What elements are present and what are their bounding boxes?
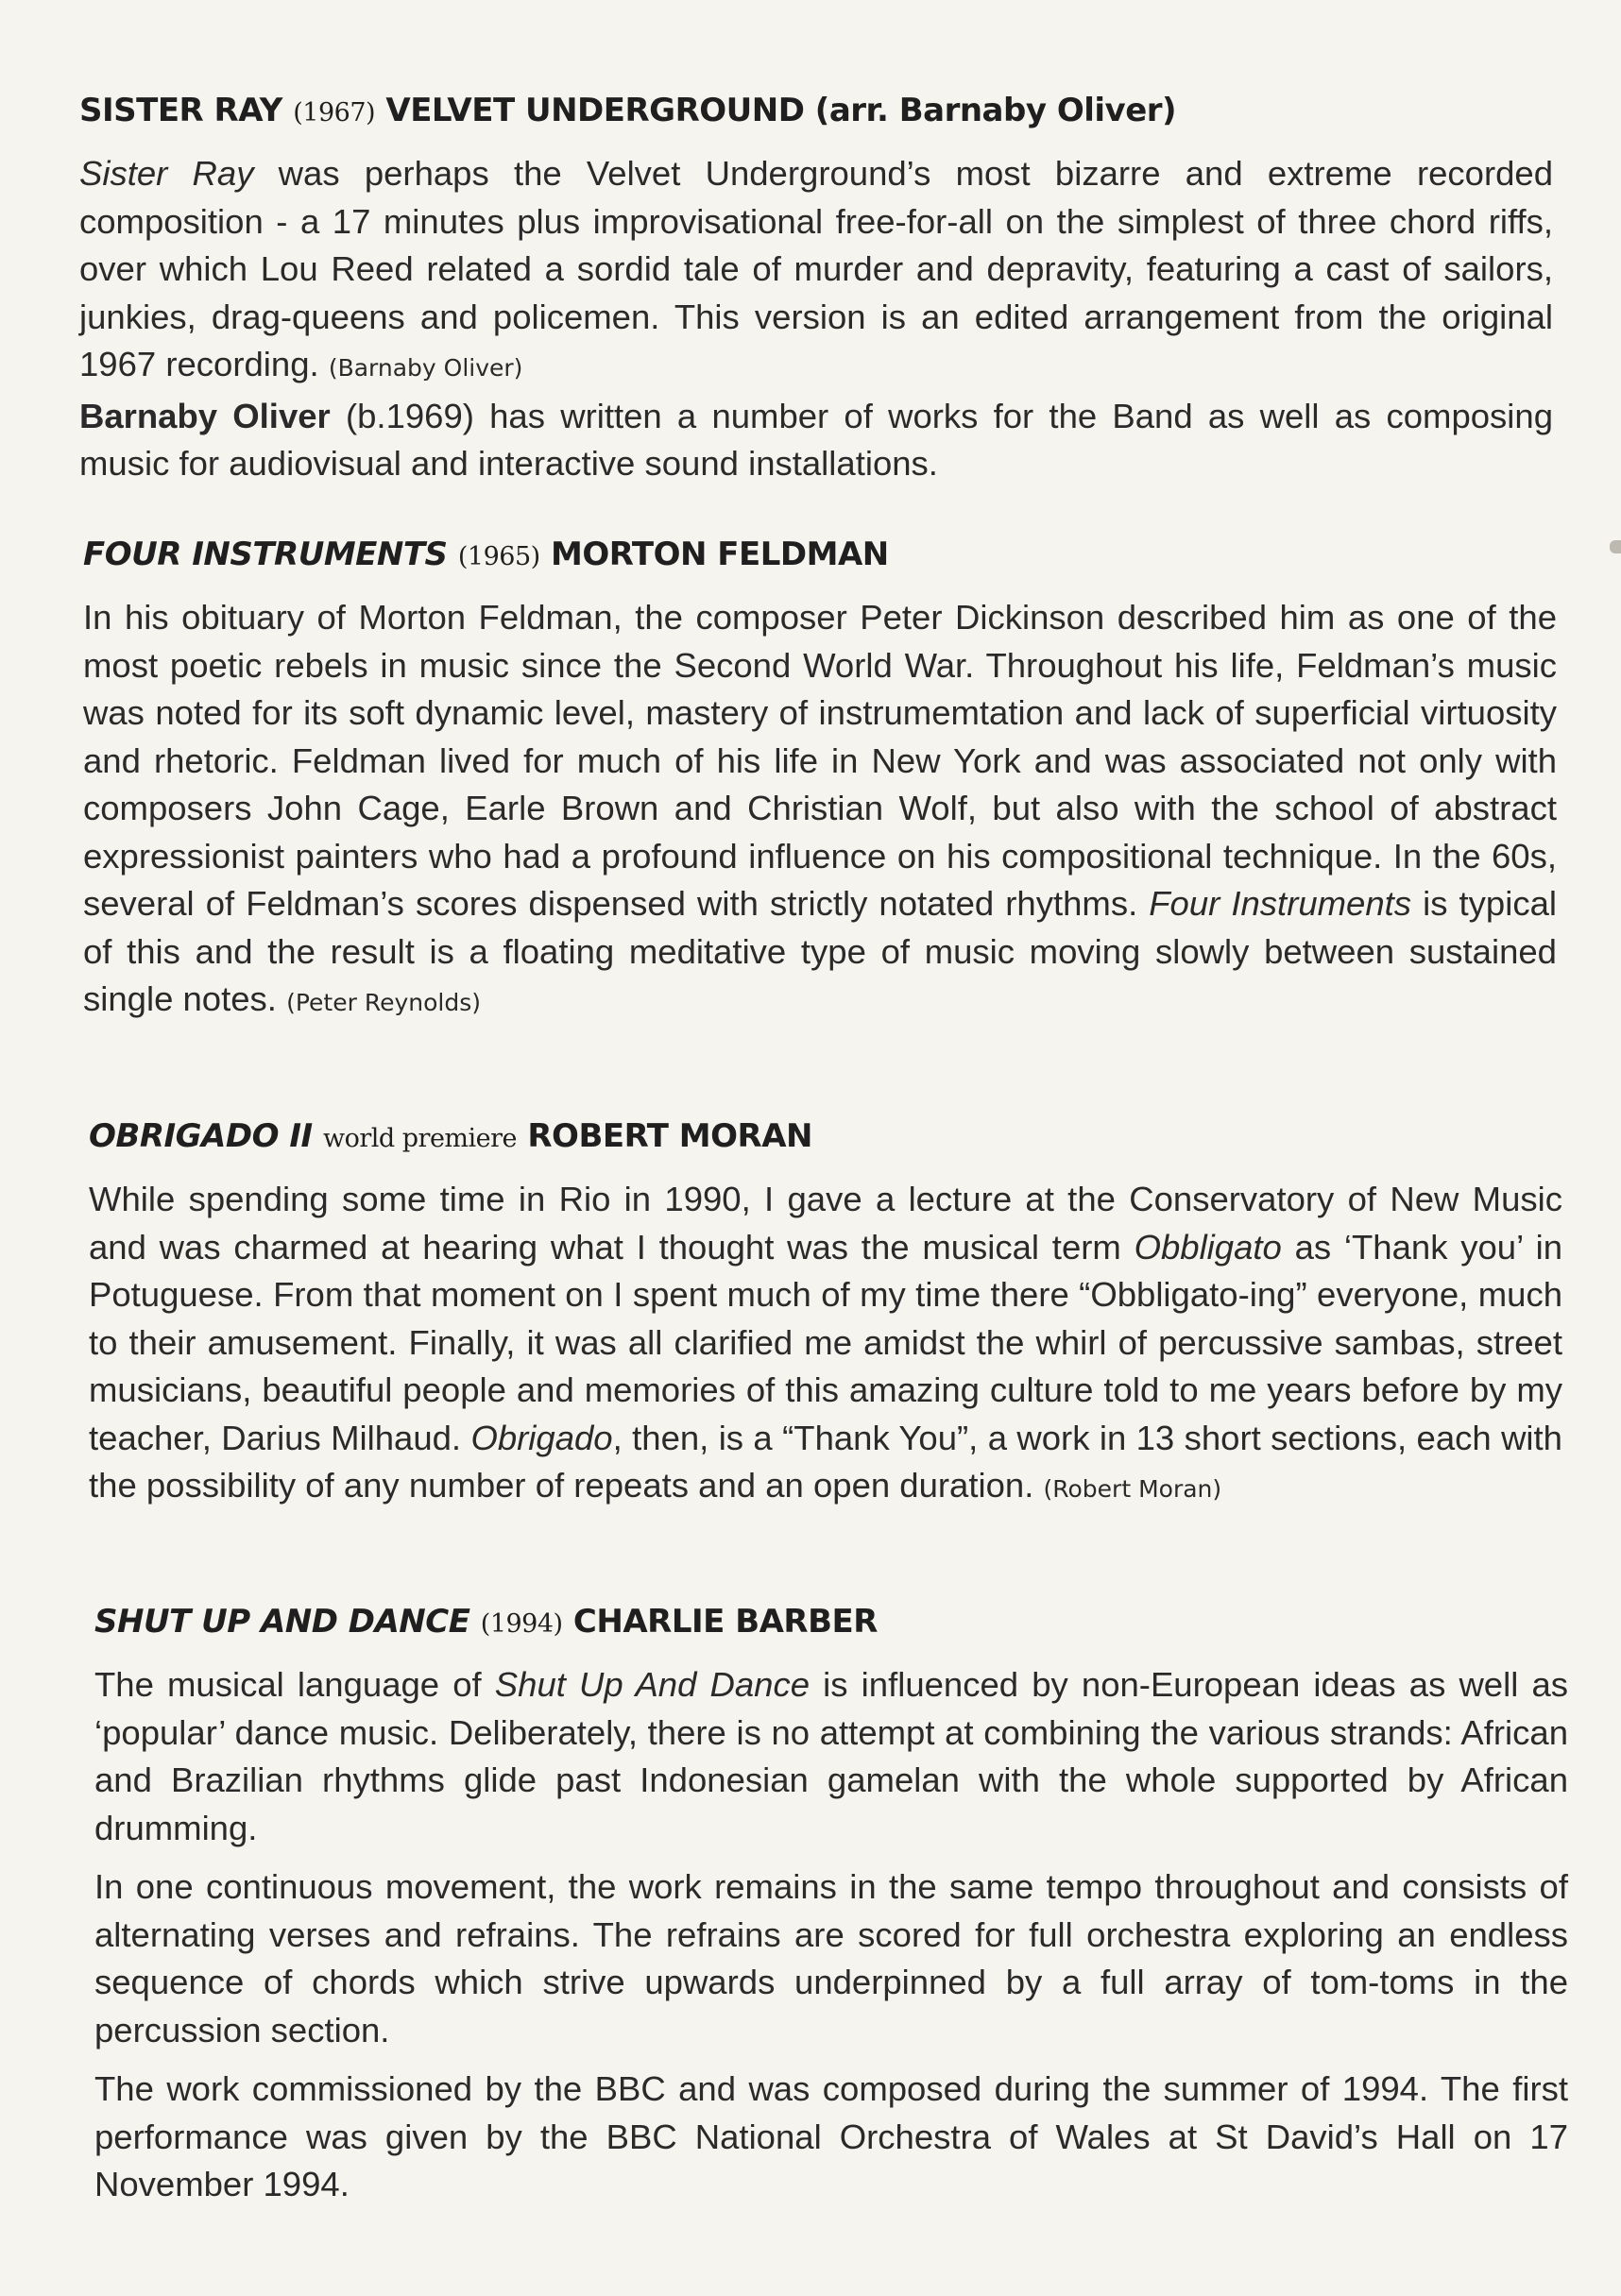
section-obrigado-ii: [89, 1116, 1562, 1514]
work-title: FOUR INSTRUMENTS: [83, 536, 448, 573]
section-heading: [83, 535, 1557, 577]
paragraph-text: (b.1969) has written a number of works for the Band as well as composing music for audiovisual and interactive sound installations.: [79, 396, 1553, 483]
italic-title: Obrigado: [470, 1418, 613, 1457]
italic-term: Obbligato: [1134, 1227, 1282, 1267]
paragraph-text: as ‘Thank you’ in Potuguese. From that moment on I spent much of my time there “Obbligato-ing” everyone, much to their amusement. Finally, it was all clarified me amidst the whirl of percussive sambas, street musicians, beautiful people and memories of this amazing culture told to me years before by my teacher, Darius Milhaud.: [89, 1227, 1562, 1457]
work-title: OBRIGADO II: [89, 1117, 313, 1155]
paragraph: [79, 393, 1553, 488]
composer-name: MORTON FELDMAN: [551, 536, 889, 573]
section-heading: [89, 1116, 1562, 1159]
italic-title: Sister Ray: [79, 154, 254, 193]
bold-name: Barnaby Oliver: [79, 396, 331, 435]
paragraph: [83, 594, 1557, 1028]
premiere-note: world premiere: [322, 1124, 518, 1153]
paragraph-text: The musical language of: [94, 1665, 495, 1704]
work-title: SISTER RAY: [79, 92, 282, 129]
author-credit: (Robert Moran): [1043, 1475, 1222, 1503]
paragraph-text: was perhaps the Velvet Underground’s most bizarre and extreme recorded composition - a 17 minutes plus improvisational free-for-all on the simplest of three chord riffs, over which Lou Reed related a sordid tale of murder and depravity, featuring a cast of sailors, junkies, drag-queens and policemen. This version is an edited arrangement from the original 1967 recording.: [79, 154, 1553, 383]
page-edge-mark: [1610, 540, 1621, 553]
italic-title: Four Instruments: [1149, 884, 1412, 923]
composer-name: CHARLIE BARBER: [572, 1603, 878, 1641]
section-four-instruments: [83, 535, 1557, 1028]
paragraph-text: In his obituary of Morton Feldman, the composer Peter Dickinson described him as one of the most poetic rebels in music since the Second World War. Throughout his life, Feldman’s music was noted for its soft dynamic level, mastery of instrumemtation and lack of superficial virtuosity and rhetoric. Feldman lived for much of his life in New York and was associated not only with composers John Cage, Earle Brown and Christian Wolf, but also with the school of abstract expressionist painters who had a profound influence on his compositional technique. In the 60s, several of Feldman’s scores dispensed with strictly notated rhythms.: [83, 598, 1557, 923]
paragraph: The work commissioned by the BBC and was composed during the summer of 1994. The first performance was given by the BBC National Orchestra of Wales at St David’s Hall on 17 November 1994.: [94, 2069, 1568, 2203]
work-year: (1965): [457, 542, 540, 571]
work-title: SHUT UP AND DANCE: [94, 1603, 470, 1641]
section-shut-up-and-dance: [94, 1602, 1568, 2209]
author-credit: (Barnaby Oliver): [328, 354, 523, 382]
composer-name: ROBERT MORAN: [527, 1117, 812, 1155]
paragraph: [79, 150, 1553, 393]
work-year: (1967): [293, 98, 376, 128]
paragraph: [89, 1176, 1562, 1514]
paragraph: In one continuous movement, the work remains in the same tempo throughout and consists of alternating verses and refrains. The refrains are scored for full orchestra exploring an endless sequence of chords which strive upwards underpinned by a full array of tom-toms in the percussion section.: [94, 1867, 1568, 2049]
section-heading: [94, 1602, 1568, 1644]
section-heading: [79, 91, 1553, 133]
paragraph-text: , then, is a “Thank You”, a work in 13 short sections, each with the possibility of any number of repeats and an open duration.: [89, 1418, 1562, 1505]
paragraph-text: is typical of this and the result is a floating meditative type of music moving slowly between sustained single notes.: [83, 884, 1557, 1018]
author-credit: (Peter Reynolds): [286, 989, 481, 1016]
paragraph: [94, 1661, 1568, 1852]
section-sister-ray: [79, 91, 1553, 488]
work-year: (1994): [480, 1609, 563, 1639]
paragraph-text: While spending some time in Rio in 1990, I gave a lecture at the Conservatory of New Music and was charmed at hearing what I thought was the musical term: [89, 1180, 1562, 1267]
composer-name: VELVET UNDERGROUND (arr. Barnaby Oliver): [385, 92, 1177, 129]
paragraph-text: is influenced by non-European ideas as well as ‘popular’ dance music. Deliberately, there is no attempt at combining the various strands: African and Brazilian rhythms glide past Indonesian gamelan with the whole supported by African drumming.: [94, 1665, 1569, 1847]
italic-title: Shut Up And Dance: [494, 1665, 810, 1704]
